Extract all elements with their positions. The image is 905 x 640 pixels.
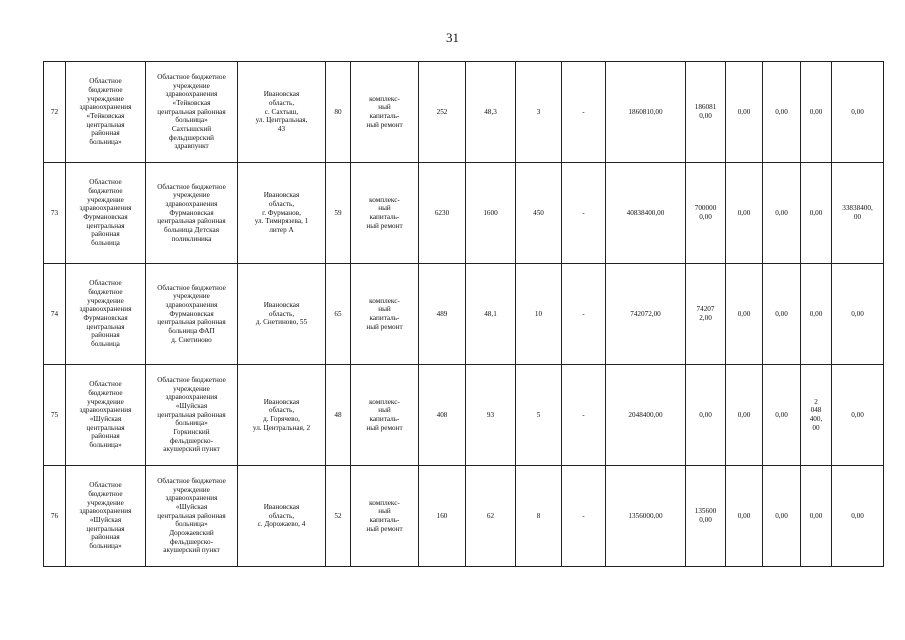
work-type: комплекс- ный капиталь- ный ремонт [351, 264, 419, 365]
address: Ивановская область, д. Снетиново, 55 [238, 264, 326, 365]
work-type: комплекс- ный капиталь- ный ремонт [351, 365, 419, 466]
cell-col12: 0,00 [686, 365, 726, 466]
cell-col8: 48,1 [466, 264, 516, 365]
cell-col5: 65 [326, 264, 351, 365]
cell-col13: 0,00 [726, 163, 763, 264]
cell-col13: 0,00 [726, 264, 763, 365]
cell-col7: 6230 [419, 163, 466, 264]
page-number: 31 [446, 30, 459, 45]
address: Ивановская область, с. Дорожаево, 4 [238, 466, 326, 567]
facility-name: Областное бюджетное учреждение здравоохранения «Шуйская центральная районная больница» Горкинский фельдшерско- акушерский пункт [146, 365, 238, 466]
cell-col16: 0,00 [832, 466, 884, 567]
work-type: комплекс- ный капиталь- ный ремонт [351, 62, 419, 163]
cell-col13: 0,00 [726, 62, 763, 163]
table-row [44, 365, 884, 466]
cell-col14: 0,00 [763, 62, 801, 163]
cell-col15: 0,00 [801, 163, 832, 264]
table-body [44, 62, 884, 567]
table-row [44, 466, 884, 567]
cell-col11: 1356000,00 [606, 466, 686, 567]
cell-col7: 489 [419, 264, 466, 365]
facility-name: Областное бюджетное учреждение здравоохранения Фурмановская центральная районная больница Детская поликлиника [146, 163, 238, 264]
cell-col9: 10 [516, 264, 562, 365]
cell-col15: 0,00 [801, 264, 832, 365]
cell-col10: - [562, 365, 606, 466]
cell-col10: - [562, 466, 606, 567]
cell-col7: 408 [419, 365, 466, 466]
cell-col15: 0,00 [801, 62, 832, 163]
cell-col11: 1860810,00 [606, 62, 686, 163]
table-row [44, 62, 884, 163]
cell-col13: 0,00 [726, 466, 763, 567]
cell-col11: 742072,00 [606, 264, 686, 365]
cell-col11: 2048400,00 [606, 365, 686, 466]
cell-col13: 0,00 [726, 365, 763, 466]
cell-col14: 0,00 [763, 365, 801, 466]
cell-col5: 52 [326, 466, 351, 567]
facility-repair-table [43, 61, 884, 567]
cell-col7: 252 [419, 62, 466, 163]
cell-col9: 450 [516, 163, 562, 264]
facility-name: Областное бюджетное учреждение здравоохранения «Тейковская центральная районная больница» Сахтышский фельдшерский здравпункт [146, 62, 238, 163]
cell-col10: - [562, 163, 606, 264]
cell-col16: 0,00 [832, 365, 884, 466]
table-row [44, 163, 884, 264]
address: Ивановская область, д. Горячево, ул. Центральная, 2 [238, 365, 326, 466]
cell-col8: 48,3 [466, 62, 516, 163]
cell-col14: 0,00 [763, 163, 801, 264]
facility-name: Областное бюджетное учреждение здравоохранения «Шуйская центральная районная больница» Дорожаевский фельдшерско- акушерский пункт [146, 466, 238, 567]
cell-col14: 0,00 [763, 466, 801, 567]
organization-name: Областное бюджетное учреждение здравоохранения Фурмановская центральная районная больница [66, 264, 146, 365]
cell-col8: 62 [466, 466, 516, 567]
cell-col7: 160 [419, 466, 466, 567]
organization-name: Областное бюджетное учреждение здравоохранения «Тейковская центральная районная больница» [66, 62, 146, 163]
cell-col8: 1600 [466, 163, 516, 264]
row-number: 74 [44, 264, 66, 365]
cell-col15: 0,00 [801, 466, 832, 567]
cell-col14: 0,00 [763, 264, 801, 365]
cell-col5: 59 [326, 163, 351, 264]
work-type: комплекс- ный капиталь- ный ремонт [351, 466, 419, 567]
organization-name: Областное бюджетное учреждение здравоохранения Фурмановская центральная районная больница [66, 163, 146, 264]
cell-col12: 186081 0,00 [686, 62, 726, 163]
cell-col12: 700000 0,00 [686, 163, 726, 264]
cell-col16: 0,00 [832, 62, 884, 163]
cell-col10: - [562, 264, 606, 365]
address: Ивановская область, с. Сахтыш, ул. Центральная, 43 [238, 62, 326, 163]
cell-col12: 135600 0,00 [686, 466, 726, 567]
cell-col8: 93 [466, 365, 516, 466]
cell-col9: 5 [516, 365, 562, 466]
row-number: 73 [44, 163, 66, 264]
cell-col16: 33838400, 00 [832, 163, 884, 264]
organization-name: Областное бюджетное учреждение здравоохранения «Шуйская центральная районная больница» [66, 466, 146, 567]
row-number: 75 [44, 365, 66, 466]
row-number: 76 [44, 466, 66, 567]
address: Ивановская область, г. Фурманов, ул. Тимирязева, 1 литер А [238, 163, 326, 264]
facility-name: Областное бюджетное учреждение здравоохранения Фурмановская центральная районная больница ФАП д. Снетиново [146, 264, 238, 365]
cell-col9: 8 [516, 466, 562, 567]
cell-col5: 80 [326, 62, 351, 163]
cell-col15: 2 048 400, 00 [801, 365, 832, 466]
table-row [44, 264, 884, 365]
cell-col11: 40838400,00 [606, 163, 686, 264]
cell-col16: 0,00 [832, 264, 884, 365]
cell-col5: 48 [326, 365, 351, 466]
cell-col12: 74207 2,00 [686, 264, 726, 365]
cell-col9: 3 [516, 62, 562, 163]
work-type: комплекс- ный капиталь- ный ремонт [351, 163, 419, 264]
cell-col10: - [562, 62, 606, 163]
row-number: 72 [44, 62, 66, 163]
organization-name: Областное бюджетное учреждение здравоохранения «Шуйская центральная районная больница» [66, 365, 146, 466]
